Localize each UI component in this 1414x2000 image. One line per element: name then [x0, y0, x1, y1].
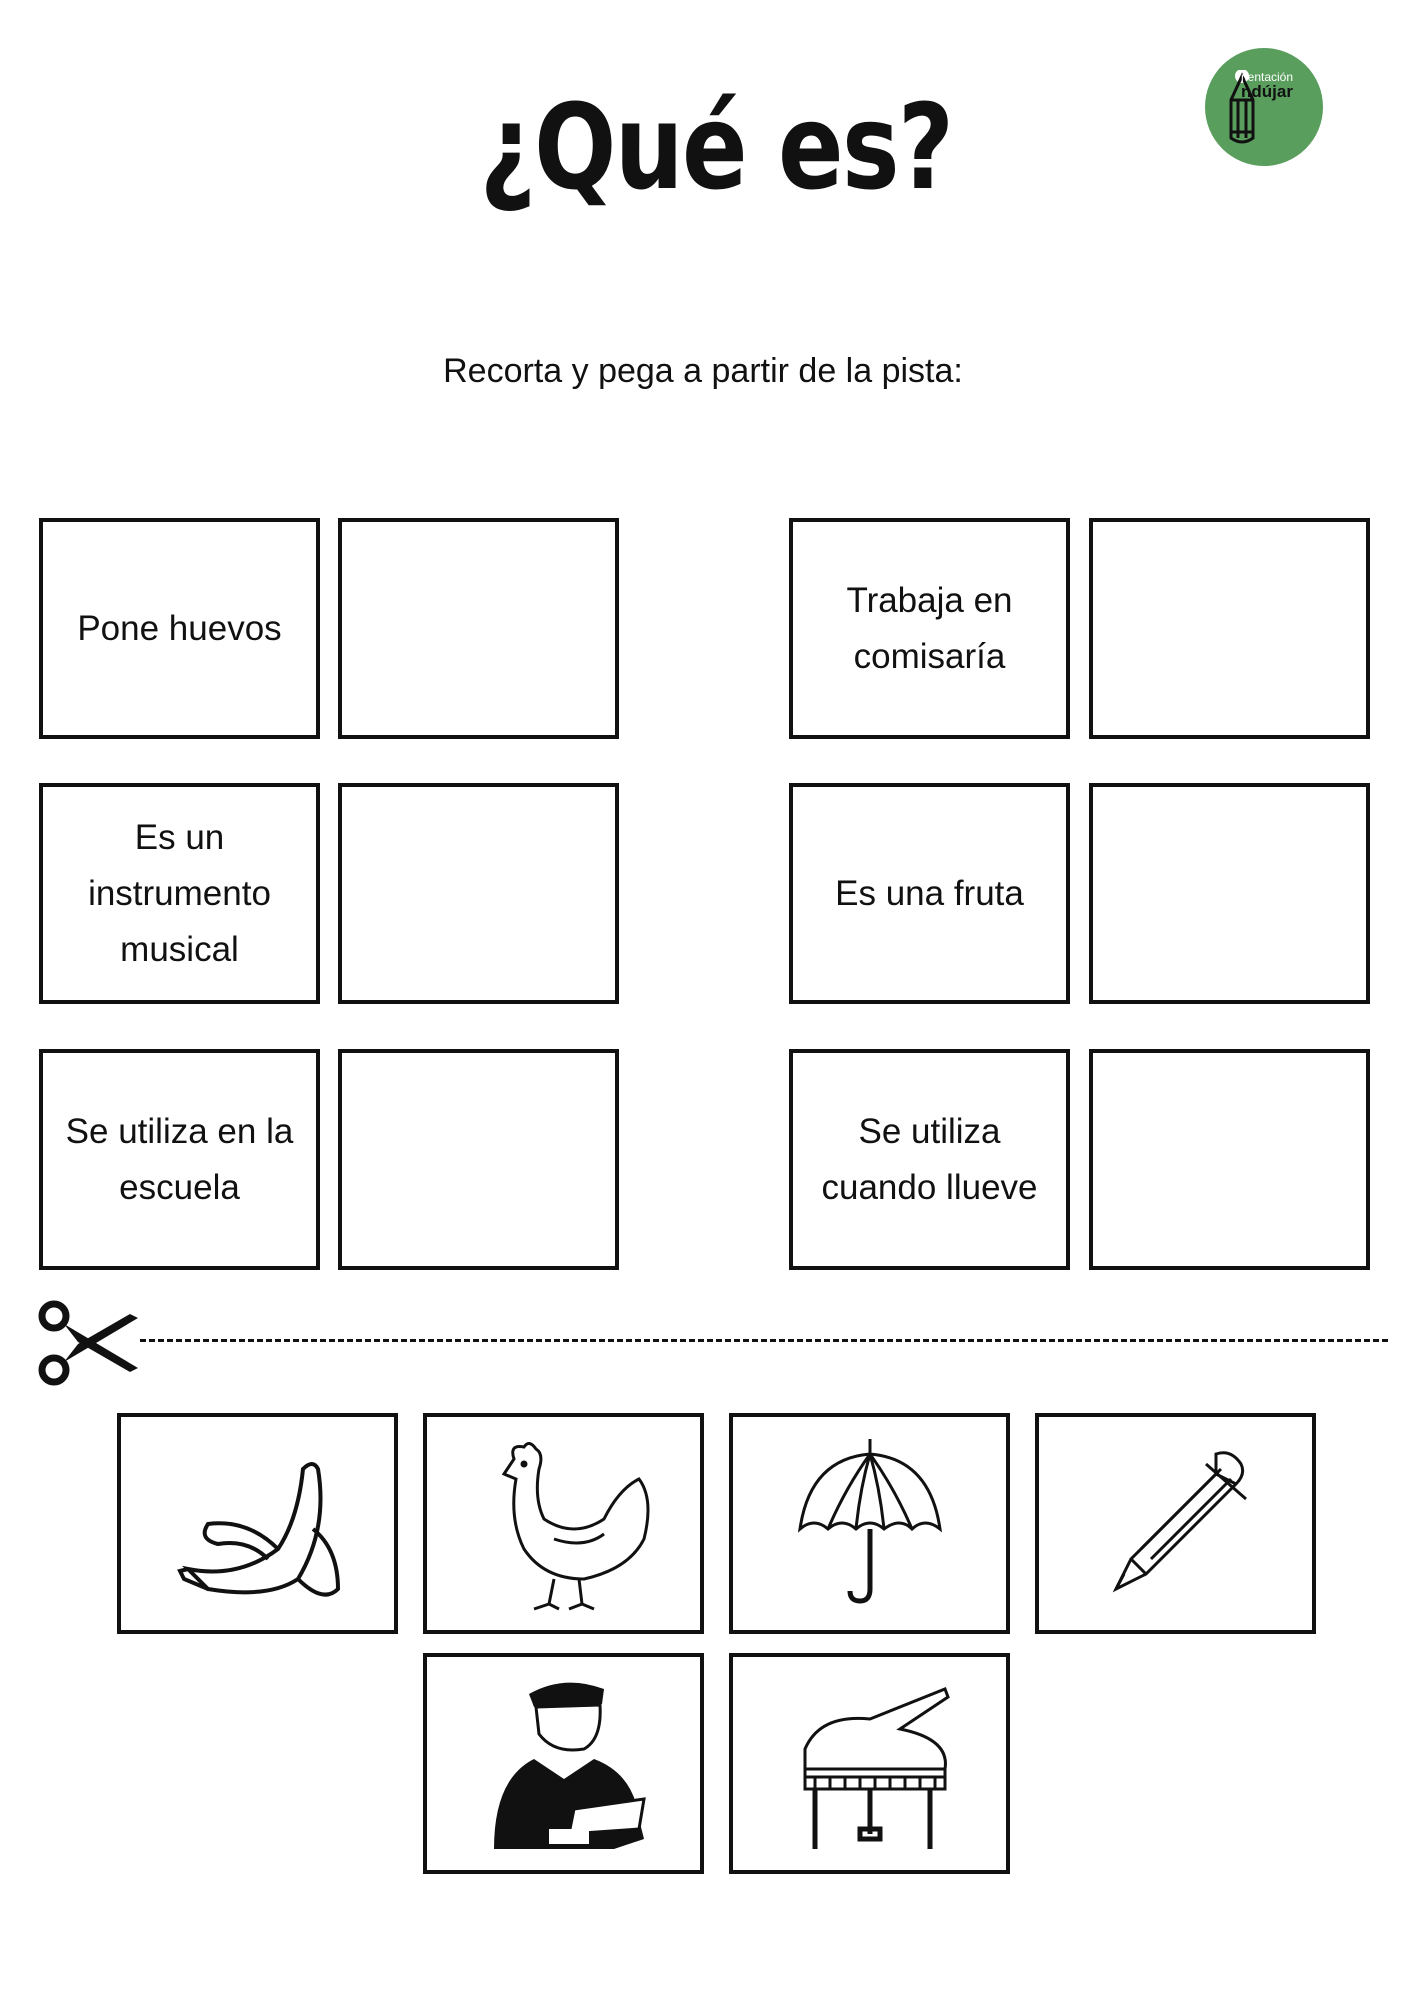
clue-text: Es una fruta	[835, 873, 1024, 913]
clue-text: Pone huevos	[77, 608, 282, 648]
paste-box	[1089, 518, 1370, 739]
clue-text: Se utiliza en la escuela	[65, 1111, 294, 1207]
cutout-police-officer[interactable]	[423, 1653, 704, 1874]
instructions: Recorta y pega a partir de la pista:	[443, 352, 963, 390]
cutout-pencil[interactable]	[1035, 1413, 1316, 1634]
cutout-banana[interactable]	[117, 1413, 398, 1634]
clue-box	[39, 518, 320, 739]
pencil-icon	[1066, 1429, 1286, 1619]
hen-icon	[454, 1429, 674, 1619]
umbrella-icon	[760, 1429, 980, 1619]
banana-icon	[148, 1429, 368, 1619]
cut-line	[140, 1339, 1388, 1342]
page-title: ¿Qué es?	[479, 78, 953, 216]
piano-icon	[760, 1669, 980, 1859]
clue-box	[789, 518, 1070, 739]
scissors-icon	[38, 1298, 142, 1388]
logo	[1205, 48, 1323, 166]
logo-text-top: rientación	[1241, 70, 1294, 84]
police-officer-icon	[454, 1669, 674, 1859]
clue-box	[789, 1049, 1070, 1270]
logo-text-bottom: ndújar	[1241, 82, 1293, 101]
paste-box	[338, 1049, 619, 1270]
paste-box	[1089, 1049, 1370, 1270]
clue-text: Trabaja en comisaría	[846, 580, 1013, 676]
clue-text: Es un instrumento musical	[88, 817, 271, 969]
clue-box	[789, 783, 1070, 1004]
clue-box	[39, 1049, 320, 1270]
clue-text: Se utiliza cuando llueve	[821, 1111, 1038, 1207]
cutout-umbrella[interactable]	[729, 1413, 1010, 1634]
clue-box	[39, 783, 320, 1004]
cutout-piano[interactable]	[729, 1653, 1010, 1874]
paste-box	[338, 518, 619, 739]
paste-box	[338, 783, 619, 1004]
paste-box	[1089, 783, 1370, 1004]
cutout-hen[interactable]	[423, 1413, 704, 1634]
